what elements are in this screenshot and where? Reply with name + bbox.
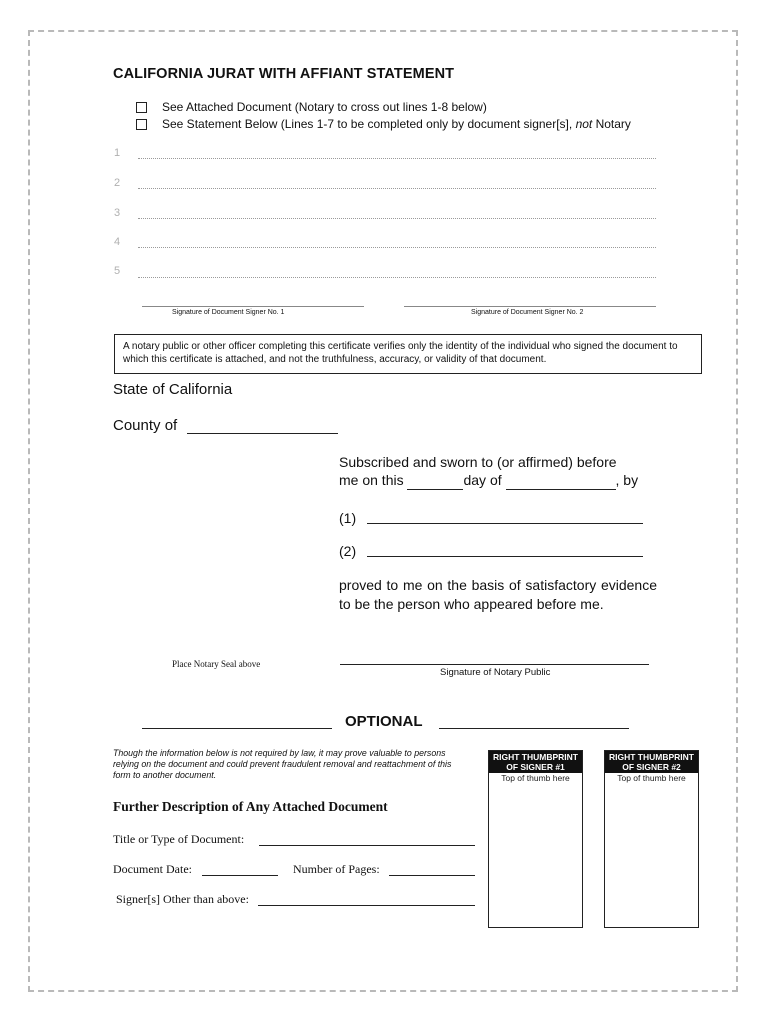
thumbprint-box-signer-2[interactable] [604, 750, 699, 928]
signer-1-signature-line[interactable] [142, 306, 364, 307]
statement-below-checkbox[interactable] [136, 119, 147, 130]
thumbprint-box-signer-1[interactable] [488, 750, 583, 928]
signer-2-name-line[interactable] [367, 556, 643, 557]
form-title: CALIFORNIA JURAT WITH AFFIANT STATEMENT [113, 66, 455, 82]
month-input-line[interactable] [506, 475, 616, 490]
sworn-text-line1: Subscribed and sworn to (or affirmed) before [339, 454, 617, 470]
optional-heading: OPTIONAL [345, 713, 423, 730]
line-number-5: 5 [114, 265, 121, 277]
county-label: County of [113, 417, 178, 434]
sworn-text-line2: me on this day of , by [339, 472, 639, 488]
state-label: State of California [113, 381, 233, 398]
document-date-input-line[interactable] [202, 875, 278, 876]
signer-1-caption: Signature of Document Signer No. 1 [172, 309, 285, 316]
statement-line-5[interactable] [138, 277, 656, 278]
line-number-4: 4 [114, 236, 121, 248]
statement-line-1[interactable] [138, 158, 656, 159]
number-of-pages-input-line[interactable] [389, 875, 475, 876]
thumbprint-2-header: RIGHT THUMBPRINT OF SIGNER #2 [605, 751, 698, 773]
signer-2-caption: Signature of Document Signer No. 2 [471, 309, 584, 316]
county-input-line[interactable] [187, 433, 338, 434]
item-2-label: (2) [339, 543, 357, 559]
notary-signature-caption: Signature of Notary Public [440, 667, 551, 678]
signer-1-name-line[interactable] [367, 523, 643, 524]
option-statement-label: See Statement Below (Lines 1-7 to be completed only by document signer[s], not Notary [162, 117, 631, 131]
other-signers-input-line[interactable] [258, 905, 475, 906]
statement-line-2[interactable] [138, 188, 656, 189]
line-number-2: 2 [114, 177, 121, 189]
line-number-3: 3 [114, 207, 121, 219]
document-date-label: Document Date: [113, 862, 192, 876]
thumbprint-1-instruction: Top of thumb here [501, 773, 570, 783]
other-signers-label: Signer[s] Other than above: [116, 892, 249, 906]
proved-text: proved to me on the basis of satisfactory evidence to be the person who appeared before me. [339, 577, 657, 612]
notary-notice: A notary public or other officer completing this certificate verifies only the identity of the individual who signed the document to which this certificate is attached, and not the truthfulness, accuracy, or validity of that document. [114, 334, 702, 374]
attached-document-checkbox[interactable] [136, 102, 147, 113]
day-input-line[interactable] [407, 475, 463, 490]
number-of-pages-label: Number of Pages: [293, 862, 380, 876]
further-description-title: Further Description of Any Attached Document [113, 799, 388, 814]
line-number-1: 1 [114, 147, 121, 159]
thumbprint-1-header: RIGHT THUMBPRINT OF SIGNER #1 [489, 751, 582, 773]
seal-caption: Place Notary Seal above [172, 659, 261, 669]
document-title-label: Title or Type of Document: [113, 832, 245, 846]
document-title-input-line[interactable] [259, 845, 475, 846]
optional-disclaimer: Though the information below is not required by law, it may prove valuable to persons relying on the document and could prevent fraudulent removal and reattachment of this form to another document. [113, 748, 452, 780]
statement-line-4[interactable] [138, 247, 656, 248]
option-attached-label: See Attached Document (Notary to cross out lines 1-8 below) [162, 100, 487, 114]
notary-signature-line[interactable] [340, 664, 649, 665]
statement-line-3[interactable] [138, 218, 656, 219]
optional-rule-right [439, 728, 629, 729]
item-1-label: (1) [339, 510, 357, 526]
optional-rule-left [142, 728, 332, 729]
signer-2-signature-line[interactable] [404, 306, 656, 307]
thumbprint-2-instruction: Top of thumb here [617, 773, 686, 783]
